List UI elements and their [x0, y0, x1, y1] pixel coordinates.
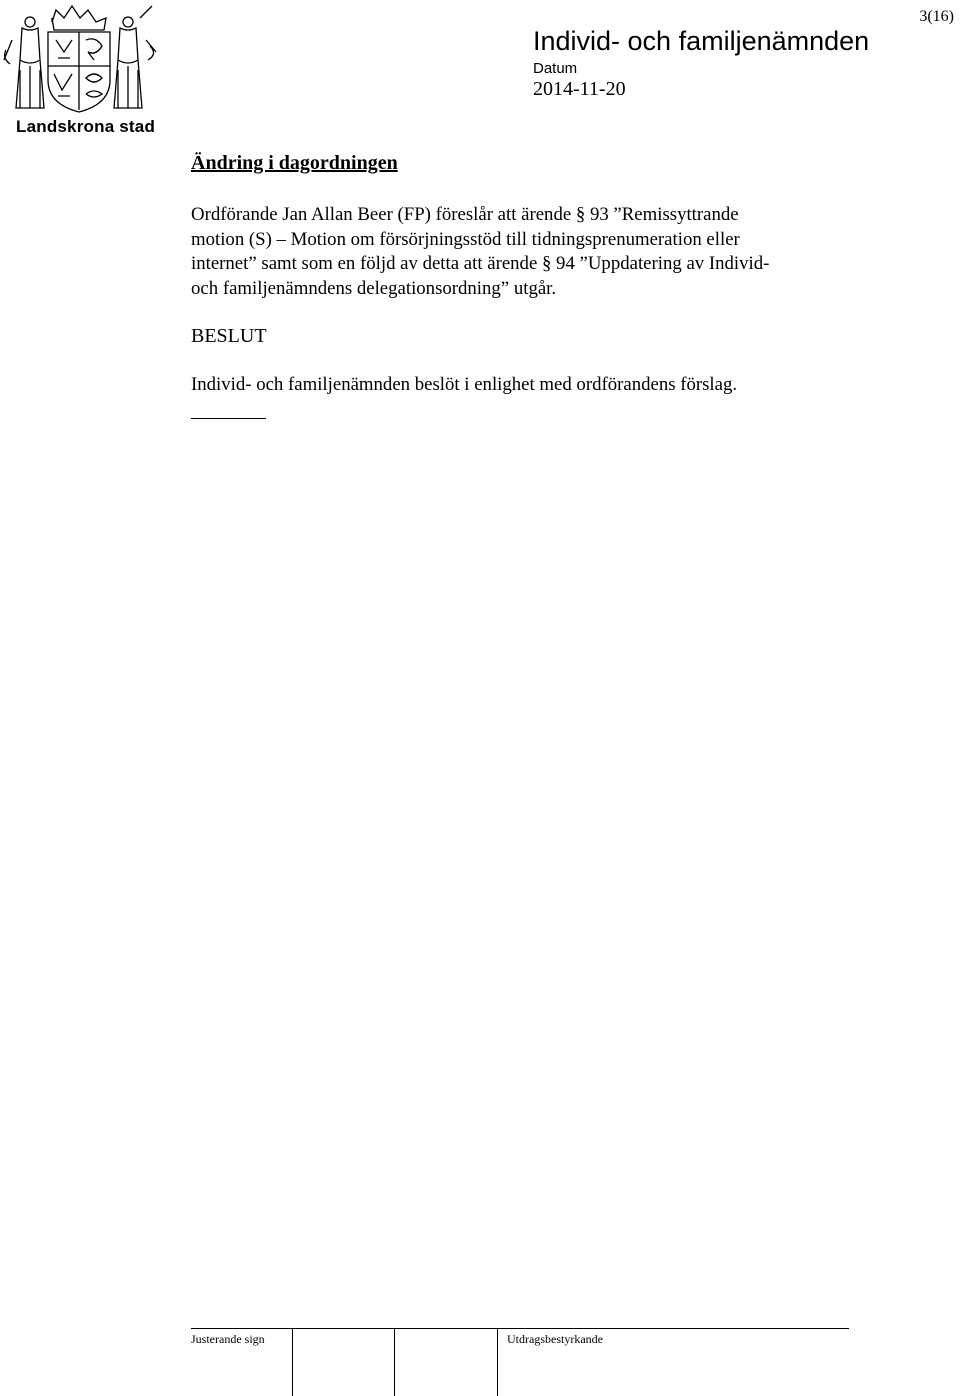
section-heading: Ändring i dagordningen: [191, 152, 398, 174]
paragraph-line: och familjenämndens delegationsordning” utgår.: [191, 277, 557, 299]
municipal-coat-of-arms-logo: [0, 0, 160, 140]
paragraph-line: motion (S) – Motion om försörjningsstöd till tidningsprenumeration eller: [191, 228, 740, 250]
paragraph-line: internet” samt som en följd av detta att ärende § 94 ”Uppdatering av Individ-: [191, 253, 770, 274]
footer-divider: [292, 1329, 293, 1396]
paragraph-line: Ordförande Jan Allan Beer (FP) föreslår att ärende § 93 ”Remissyttrande: [191, 204, 739, 225]
date-value: 2014-11-20: [533, 78, 626, 100]
footer-divider: [497, 1329, 498, 1396]
signature-footer: [191, 1328, 849, 1396]
section-end-rule: [191, 418, 266, 419]
utdrag-label: Utdragsbestyrkande: [507, 1332, 603, 1346]
proposal-paragraph: [191, 203, 871, 301]
committee-title: Individ- och familjenämnden: [533, 26, 870, 56]
municipality-name: Landskrona stad: [16, 117, 156, 136]
date-label: Datum: [533, 60, 578, 77]
decision-text: Individ- och familjenämnden beslöt i enlighet med ordförandens förslag.: [191, 374, 738, 395]
coat-of-arms-icon: [0, 0, 160, 115]
justering-label: Justerande sign: [191, 1332, 265, 1346]
page-number: 3(16): [919, 8, 954, 25]
decision-heading: BESLUT: [191, 325, 267, 347]
footer-divider: [394, 1329, 395, 1396]
